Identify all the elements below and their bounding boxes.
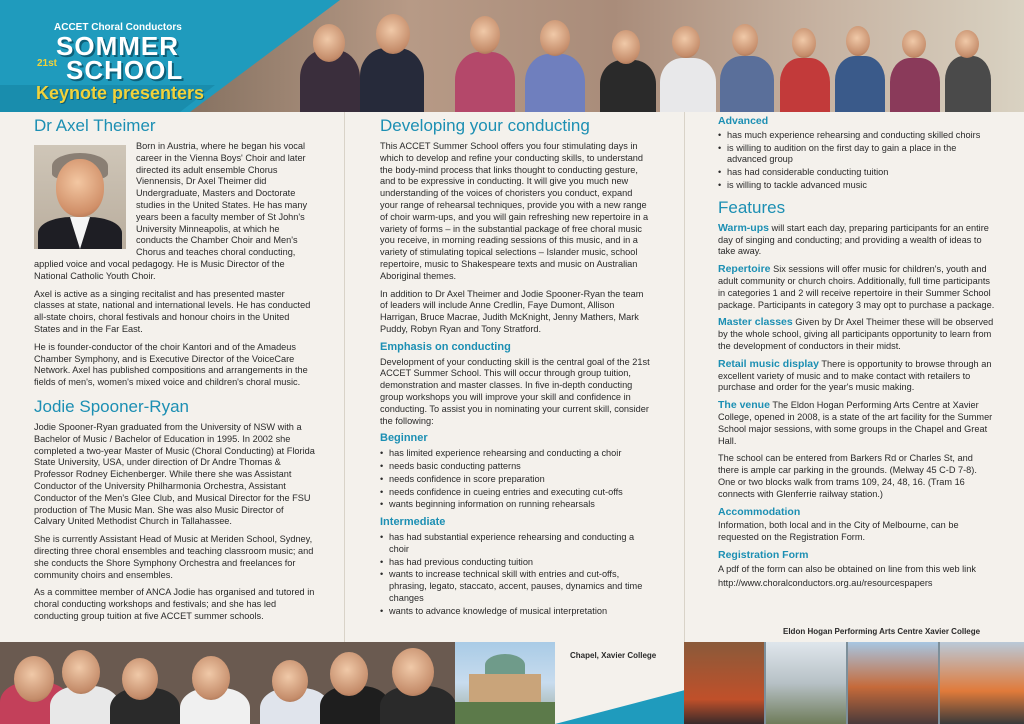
intermediate-list [380, 532, 650, 618]
bio-paragraph: Axel is active as a singing recitalist and has presented master classes at state, national and international levels. He has conducted all-state choirs, choral festivals and honour choirs in the United States and in the Far East. [34, 288, 311, 334]
column-heading: Developing your conducting [380, 116, 590, 135]
list-item: • has had substantial experience rehearsing and conducting a choir [380, 532, 650, 556]
accommodation-heading: Accommodation [718, 505, 801, 518]
chapel-photo [455, 642, 555, 724]
feature-name: Repertoire [718, 263, 771, 276]
list-item: • has had previous conducting tuition [380, 557, 650, 569]
subheading: Emphasis on conducting [380, 340, 511, 353]
list-item: • has limited experience rehearsing and conducting a choir [380, 448, 650, 460]
list-item: • is willing to tackle advanced music [718, 180, 996, 192]
presenter-name: Dr Axel Theimer [34, 116, 156, 135]
feature-name: Warm-ups [718, 221, 769, 234]
accommodation-text: Information, both local and in the City of Melbourne, can be requested on the Registration Form. [718, 520, 959, 543]
presenter-name: Jodie Spooner-Ryan [34, 396, 189, 416]
feature-name: The venue [718, 399, 770, 412]
feature-retail [718, 359, 996, 394]
feature-text: There is opportunity to browse through an excellent variety of music and to make contact with retailers to purchase and order for the year's music making. [718, 358, 992, 393]
list-item: • is willing to audition on the first day to gain a place in the advanced group [718, 143, 996, 167]
list-item: • wants to advance knowledge of musical interpretation [380, 606, 650, 618]
bio-paragraph: She is currently Assistant Head of Music at Meriden School, Sydney, directing three choral ensembles and teaching classroom music; and she conducts the Shore Symphony Orchestra and freelances for community choirs and ensembles. [34, 534, 314, 580]
list-item: • wants beginning information on running rehearsals [380, 499, 650, 511]
features-column [718, 116, 996, 595]
org-name: ACCET Choral Conductors [54, 22, 182, 33]
level-heading-intermediate: Intermediate [380, 516, 446, 529]
level-heading-beginner: Beginner [380, 432, 428, 445]
logo-edition: 21st [37, 58, 58, 69]
feature-master-classes [718, 317, 996, 352]
intro-paragraph: This ACCET Summer School offers you four stimulating days in which to develop and refine your conducting skills, to understand the body-mind process that links thought to conducting gesture, and to be expressive in conducting. It will give you much new understanding of the voices of choristers you conduct, expand your range of rehearsal techniques, provide you with a new range of choir warm-ups, and you will gain refreshing new repertoire in a variety of forms – in the substantial package of free choral music you receive, in morning reading sessions of this music, and in a variety of stimulating topical selections – Islander music, school repertoire, music to Shakespeare texts and music on Australian Aboriginal themes. [380, 141, 649, 281]
conducting-column [380, 116, 650, 621]
venue-directions: The school can be entered from Barkers Rd or Charles St, and there is ample car parking in the grounds. (Melway 45 C-D 7-8). One or two blocks walk from trams 109, 24, 48, 16. (Tram 16 connects with Glenferrie railway station.) [718, 453, 977, 499]
presenters-column [34, 116, 316, 629]
bio-paragraph: Born in Austria, where he began his vocal career in the Vienna Boys' Choir and later directed its adult ensemble Chorus Viennensis, Dr Axel Theimer did Undergraduate, Masters and Doctorate studies in the United States. He has many years been a faculty member of St John's University Minneapolis, at which he conducts the Chamber Choir and Men's Chorus and teaches choral conducting, applied voice and vocal pedagogy. He is Music Director of the National Catholic Youth Choir. [34, 141, 308, 281]
list-item: • needs confidence in score preparation [380, 474, 650, 486]
fold-line [684, 112, 685, 642]
registration-text: A pdf of the form can also be obtained on line from this web link [718, 563, 976, 574]
feature-repertoire [718, 264, 996, 311]
registration-link[interactable]: http://www.choralconductors.org.au/resourcespapers [718, 577, 933, 588]
emphasis-paragraph: Development of your conducting skill is the central goal of the 21st ACCET Summer School. This will occur through group tuition, demonstration and master classes. In five in-depth conducting group workshops you will improve your skill and confidence in conducting. To assist you in nominating your current skill, consider the following: [380, 356, 650, 426]
feature-text: Given by Dr Axel Theimer these will be observed by the whole school, giving all participants opportunity to learn from the development of conductors in their midst. [718, 317, 994, 351]
venue-photos [684, 642, 1024, 724]
list-item: • has had considerable conducting tuition [718, 167, 996, 179]
bio-paragraph: He is founder-conductor of the choir Kantori and of the Amadeus Chamber Symphony, and is Executive Director of the VoiceCare Network. Axel has published compositions and arrangements in the fields of men's, women's mixed voice and children's choral music. [34, 341, 308, 388]
beginner-list [380, 448, 650, 511]
feature-venue [718, 400, 996, 447]
logo-sommer: SOMMER [56, 31, 179, 61]
feature-name: Retail music display [718, 357, 819, 370]
list-item: • has much experience rehearsing and conducting skilled choirs [718, 130, 996, 142]
section-heading: Keynote presenters [36, 83, 205, 103]
leaders-paragraph: In addition to Dr Axel Theimer and Jodie Spooner-Ryan the team of leaders will include Anne Credlin, Faye Dumont, Allison Harrigan, Bruce Macrae, Judith McKnight, Jenny Mathers, Mark Puddy, Robyn Ryan and Tony Stratford. [380, 288, 644, 334]
logo-school: SCHOOL [66, 55, 184, 85]
list-item: • needs confidence in cueing entries and executing cut-offs [380, 487, 650, 499]
decorative-corner [555, 690, 685, 724]
registration-heading: Registration Form [718, 548, 809, 561]
advanced-list [718, 130, 996, 192]
feature-warmups [718, 223, 996, 258]
feature-name: Master classes [718, 316, 793, 329]
photo-caption-venue: Eldon Hogan Performing Arts Centre Xavier College [783, 627, 981, 636]
feature-text: Six sessions will offer music for children's, youth and adult community or church choirs. Additionally, full time participants in categories 1 and 2 will receive repertoire in their Summer School package. Participants in category 3 may opt to purchase a package. [718, 264, 995, 310]
photo-caption-chapel: Chapel, Xavier College [570, 651, 657, 660]
feature-text: will start each day, preparing participants for an entire day of singing and conducting; and providing a wealth of ideas to take away. [718, 222, 989, 257]
bio-paragraph: As a committee member of ANCA Jodie has organised and tutored in choral conducting workshops and festivals; and she has led conducting group tuition at five ACCET summer schools. [34, 587, 315, 621]
list-item: • wants to increase technical skill with entries and cut-offs, phrasing, legato, staccato, accent, pauses, dynamics and time changes [380, 569, 650, 604]
portrait-photo [34, 145, 126, 249]
fold-line [344, 112, 345, 642]
bio-paragraph: Jodie Spooner-Ryan graduated from the University of NSW with a Bachelor of Music / Bachelor of Education in 1995. In 2002 she completed a two-year Master of Music (Choral Conducting) at Florida State University, USA, under direction of Dr Andre Thomas & Professor Rodney Eichenberger. While there she was Assistant Conductor of the University Philharmonia Orchestra, Assistant Conductor of the Men's Glee Club, and Musical Director for the FSU production of The Music Man. She was also Music Director of Calvary United Methodist Church in Tallahassee. [34, 421, 315, 527]
features-heading: Features [718, 197, 786, 217]
list-item: • needs basic conducting patterns [380, 461, 650, 473]
level-heading-advanced: Advanced [718, 115, 769, 127]
feature-text: The Eldon Hogan Performing Arts Centre at Xavier College, opened in 2008, is a state of the art facility for the Summer School major sessions, with some groups in the Chapel and Great Hall. [718, 400, 993, 446]
group-photo [0, 642, 455, 724]
